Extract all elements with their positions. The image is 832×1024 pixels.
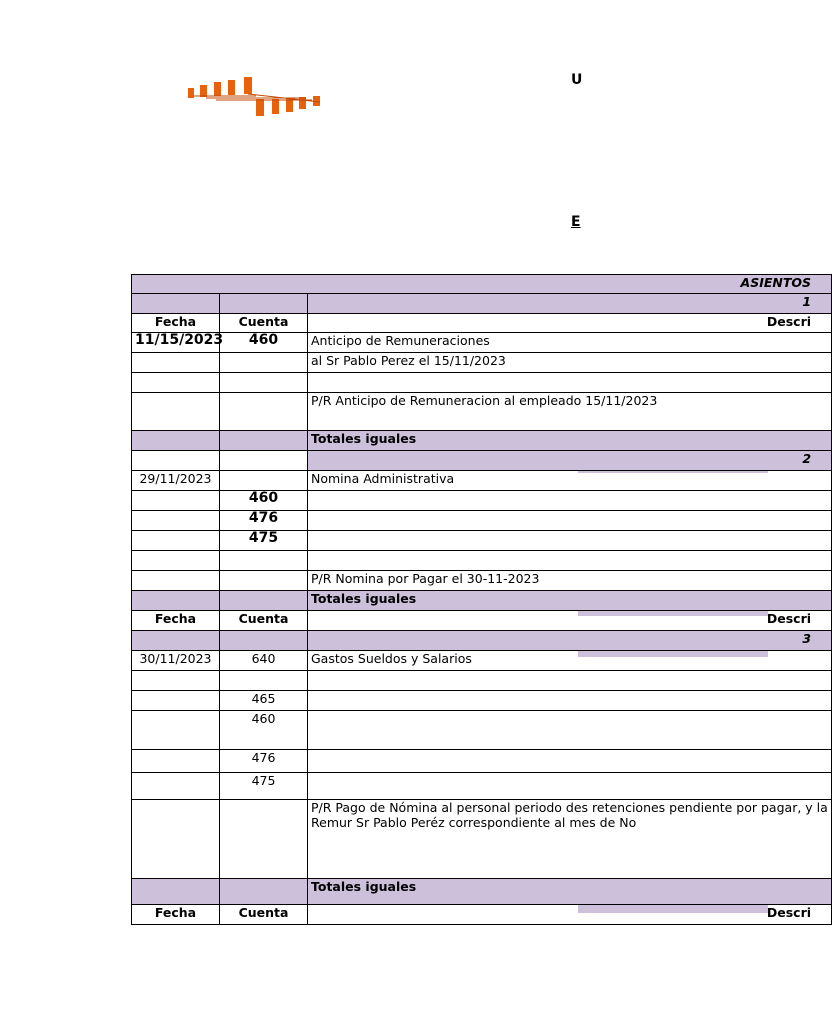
table-cell-desc: al Sr Pablo Perez el 15/11/2023: [308, 353, 832, 373]
col-header-desc: Descri: [308, 611, 832, 631]
col-header-fecha: Fecha: [132, 905, 220, 925]
col-header-fecha: Fecha: [132, 314, 220, 333]
table-cell-cuenta: 476: [220, 750, 308, 773]
table-cell-fecha: 29/11/2023: [132, 471, 220, 491]
table-cell-cuenta: 476: [220, 511, 308, 531]
col-header-fecha: Fecha: [132, 611, 220, 631]
header-title-fragment: U: [571, 72, 583, 88]
table-cell-cuenta: 475: [220, 773, 308, 800]
table-title: ASIENTOS: [132, 275, 832, 294]
section-number-1: 1: [308, 294, 832, 314]
table-cell-desc: Nomina Administrativa: [308, 471, 832, 491]
table-cell-cuenta: 640: [220, 651, 308, 671]
table-cell-desc: P/R Nomina por Pagar el 30-11-2023: [308, 571, 832, 591]
totals-label: Totales iguales: [308, 431, 832, 451]
table-cell-cuenta: 475: [220, 531, 308, 551]
table-cell-desc: P/R Pago de Nómina al personal periodo des retenciones pendiente por pagar, y la Remur Sr Pablo Peréz correspondiente al mes de No: [308, 800, 832, 879]
col-header-desc: Descri: [308, 314, 832, 333]
table-cell-fecha: 11/15/2023: [132, 333, 220, 353]
table-cell-fecha: 30/11/2023: [132, 651, 220, 671]
col-header-cuenta: Cuenta: [220, 611, 308, 631]
table-cell-desc: Gastos Sueldos y Salarios: [308, 651, 832, 671]
totals-label: Totales iguales: [308, 879, 832, 905]
col-header-cuenta: Cuenta: [220, 905, 308, 925]
section-number-2: 2: [308, 451, 832, 471]
table-cell-cuenta: 460: [220, 491, 308, 511]
table-cell-cuenta: 465: [220, 691, 308, 711]
journal-table: [131, 274, 832, 925]
header-subtitle-fragment: E: [571, 214, 581, 230]
table-cell-desc: P/R Anticipo de Remuneracion al empleado 15/11/2023: [308, 393, 832, 431]
col-header-desc: Descri: [308, 905, 832, 925]
table-cell-cuenta: 460: [220, 333, 308, 353]
totals-label: Totales iguales: [308, 591, 832, 611]
table-cell-desc: Anticipo de Remuneraciones: [308, 333, 832, 353]
table-cell-cuenta: 460: [220, 711, 308, 750]
section-number-3: 3: [308, 631, 832, 651]
col-header-cuenta: Cuenta: [220, 314, 308, 333]
